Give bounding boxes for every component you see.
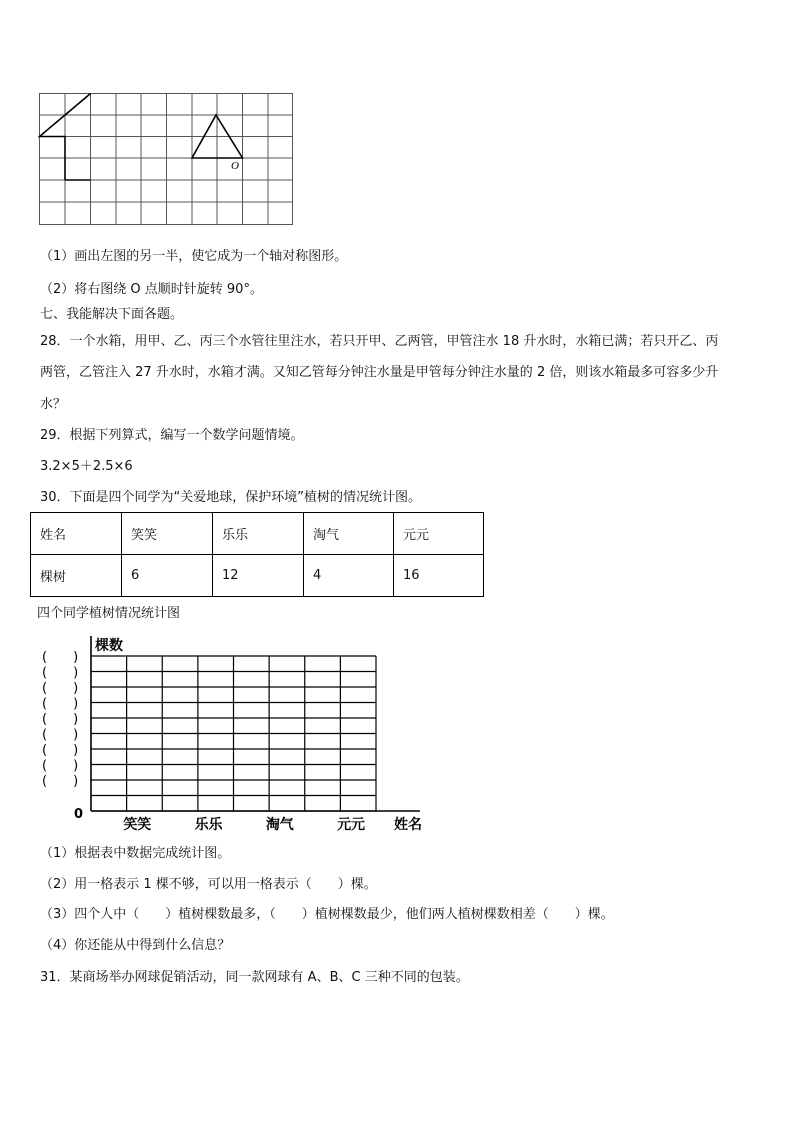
y-tick-label: ( ) (42, 712, 79, 727)
y-tick-label: ( ) (42, 681, 79, 696)
y-axis-label: 棵数 (95, 638, 123, 654)
x-tick-label: 乐乐 (194, 817, 223, 833)
q28-line-1: 28．一个水箱，用甲、乙、丙三个水管往里注水，若只开甲、乙两管，甲管注水 18 升水时，水箱已满；若只开乙、丙 (40, 334, 719, 349)
q29-text: 29．根据下列算式，编写一个数学问题情境。 (40, 428, 304, 443)
y-tick-label: ( ) (42, 743, 79, 758)
x-tick-label: 笑笑 (123, 817, 152, 833)
table-cell: 6 (122, 555, 213, 597)
table-cell: 乐乐 (213, 513, 304, 555)
table-cell: 元元 (394, 513, 484, 555)
y-tick-label: ( ) (42, 650, 79, 665)
table-row (31, 555, 484, 597)
table-cell: 棵树 (31, 555, 122, 597)
y-tick-label: ( ) (42, 758, 79, 774)
y-tick-label: ( ) (42, 665, 79, 681)
q30-sub-3: （3）四个人中（ ）植树棵数最多，（ ）植树棵数最少，他们两人植树棵数相差（ ）棵。 (40, 907, 614, 922)
section-heading: 七、我能解决下面各题。 (40, 307, 184, 322)
q29-formula: 3.2×5＋2.5×6 (40, 459, 133, 474)
q30-sub-4: （4）你还能从中得到什么信息？ (40, 938, 231, 953)
q31-text: 31．某商场举办网球促销活动，同一款网球有 A、B、C 三种不同的包装。 (40, 970, 469, 985)
y-tick-label: ( ) (42, 727, 79, 743)
origin-label: O (231, 160, 239, 172)
tree-count-table (30, 512, 484, 597)
y-tick-label: ( ) (42, 696, 79, 712)
x-tick-label: 元元 (337, 817, 366, 833)
y-tick-label: ( ) (42, 774, 79, 789)
q30-sub-2: （2）用一格表示 1 棵不够，可以用一格表示（ ）棵。 (40, 877, 377, 892)
tree-bar-chart (30, 630, 440, 840)
q30-sub-1: （1）根据表中数据完成统计图。 (40, 846, 231, 861)
x-axis-label: 姓名 (394, 817, 422, 833)
table-row (31, 513, 484, 555)
table-cell: 淘气 (304, 513, 394, 555)
x-tick-label: 淘气 (265, 817, 294, 833)
question-sub-2: （2）将右图绕 O 点顺时针旋转 90°。 (40, 282, 263, 297)
table-cell: 12 (213, 555, 304, 597)
q28-line-3: 水？ (40, 397, 67, 412)
q28-line-2: 两管，乙管注入 27 升水时，水箱才满。又知乙管每分钟注水量是甲管每分钟注水量的 2 倍，则该水箱最多可容多少升 (40, 365, 719, 380)
q30-text: 30．下面是四个同学为“关爱地球，保护环境”植树的情况统计图。 (40, 490, 422, 505)
chart-title: 四个同学植树情况统计图 (37, 606, 181, 621)
y-origin-label: 0 (74, 807, 84, 822)
question-sub-1: （1）画出左图的另一半，使它成为一个轴对称图形。 (40, 249, 348, 264)
table-cell: 姓名 (31, 513, 122, 555)
table-cell: 笑笑 (122, 513, 213, 555)
transform-grid-figure (38, 92, 296, 226)
table-cell: 16 (394, 555, 484, 597)
table-cell: 4 (304, 555, 394, 597)
